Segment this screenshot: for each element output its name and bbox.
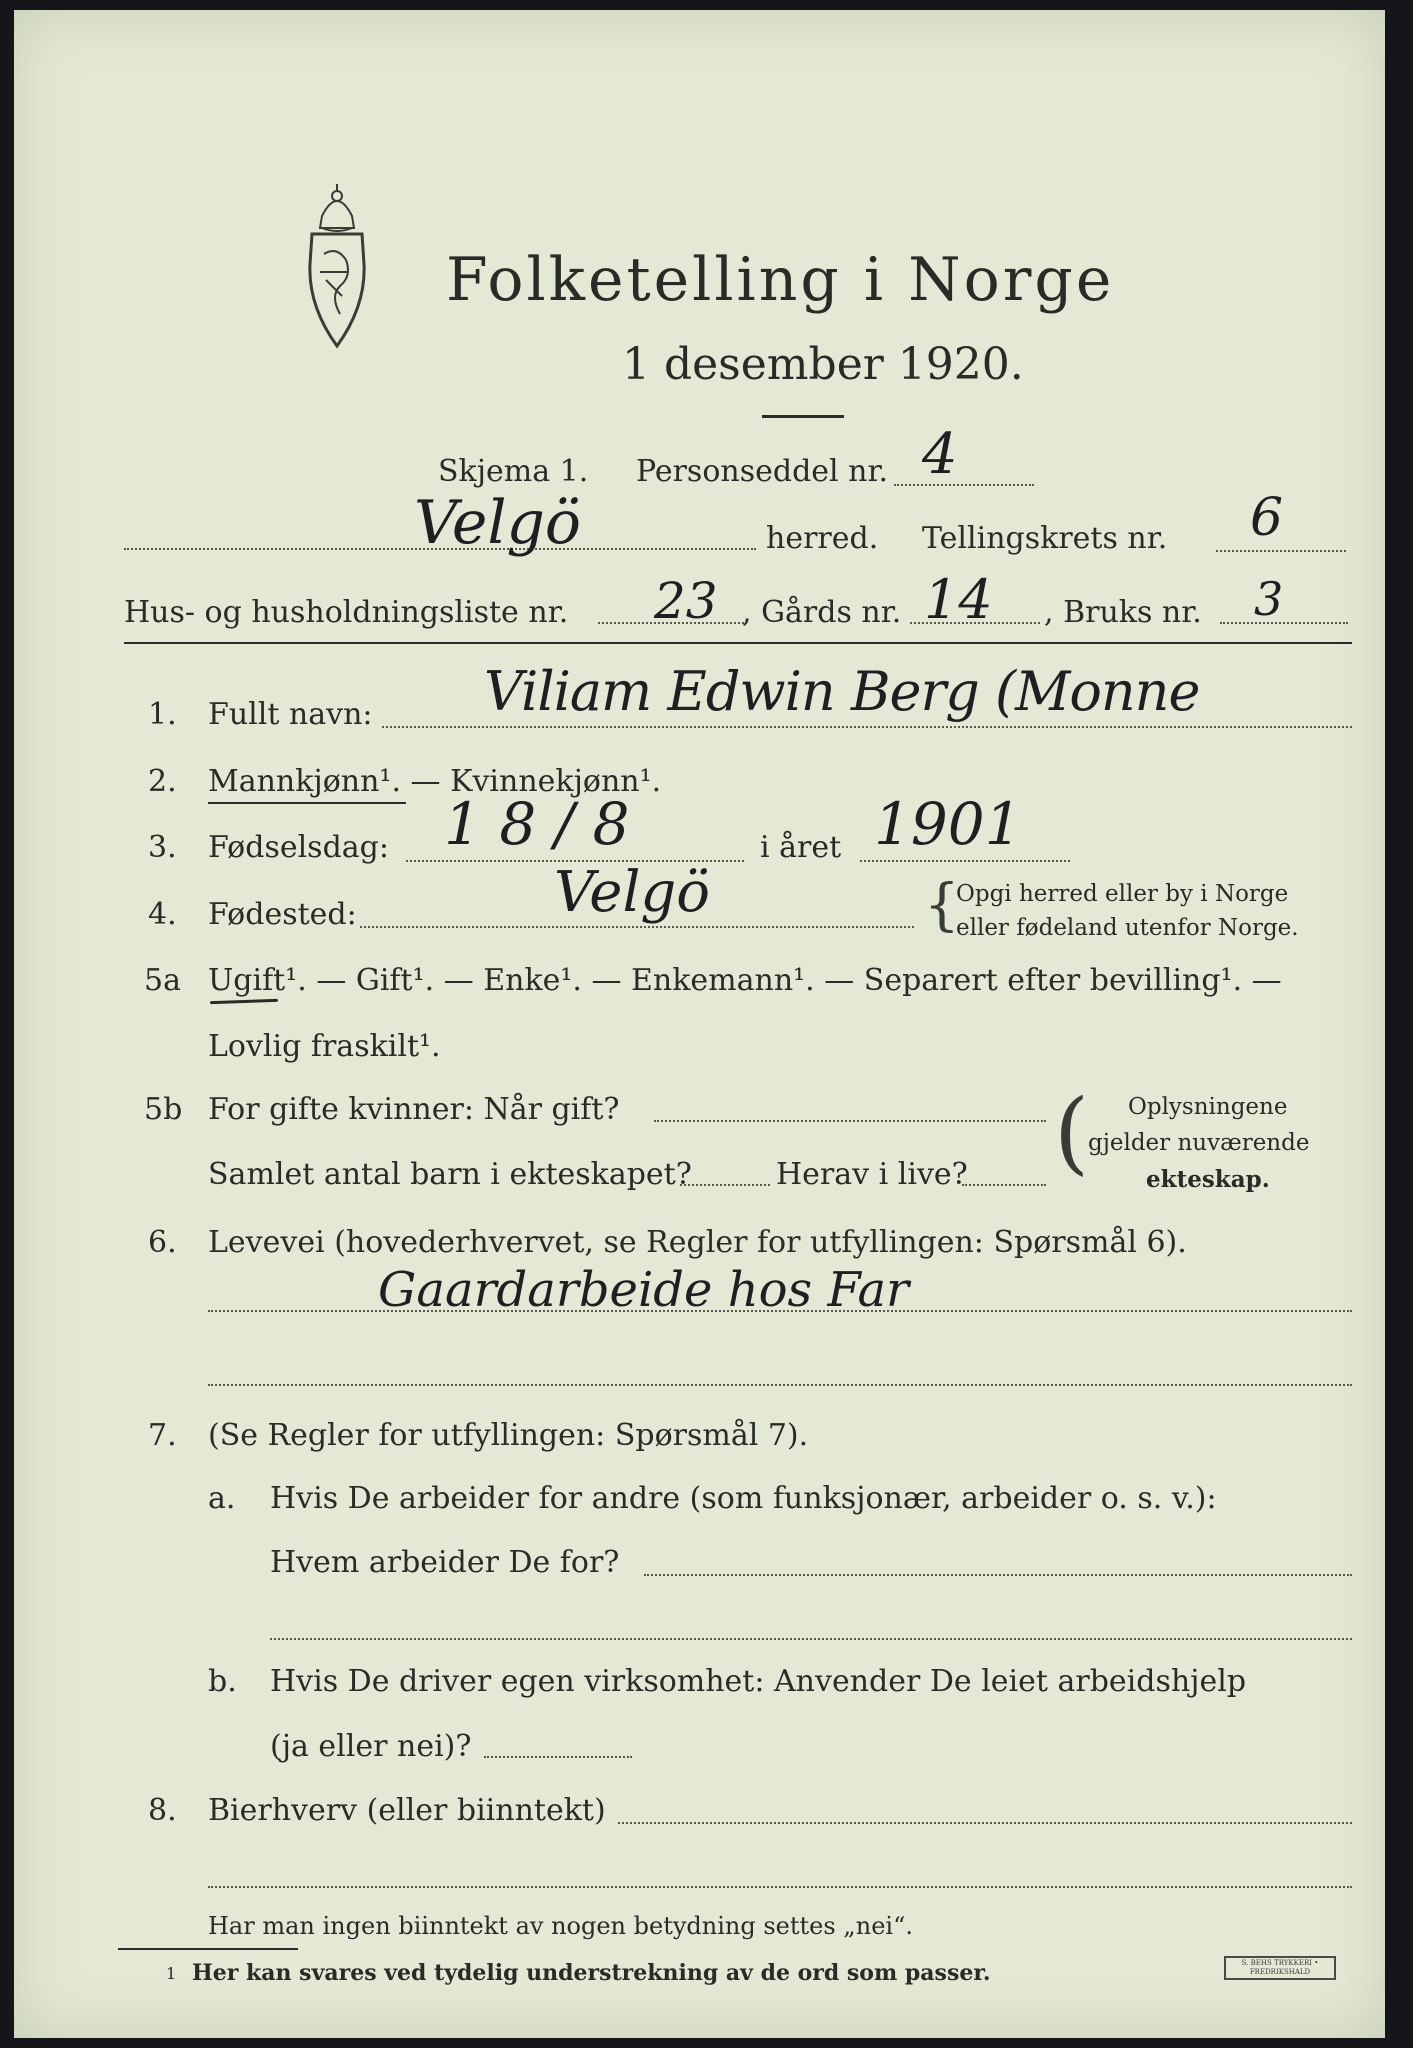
q5a-number: 5a [144,963,181,998]
q7-label: (Se Regler for utfyllingen: Spørsmål 7). [208,1418,809,1453]
q2-label: Mannkjønn¹. — Kvinnekjønn¹. [208,764,662,799]
q4-label: Fødested: [208,897,357,932]
q6-number: 6. [148,1225,177,1260]
birth-year-value: 1901 [874,790,1022,858]
husholdning-value: 23 [654,572,718,630]
census-form-sheet [14,10,1385,2038]
birthplace-value: Velgö [554,860,710,925]
census-date: 1 desember 1920. [622,339,1024,390]
q8-number: 8. [148,1793,177,1828]
q7b-label: Hvis De driver egen virksomhet: Anvender De leiet arbeidshjelp [270,1664,1247,1699]
q5b-label: For gifte kvinner: Når gift? [208,1092,620,1127]
printer-stamp: S. BEHS TRYKKERI • FREDRIKSHALD [1224,1956,1336,1980]
herred-label: herred. [766,521,879,556]
biinntekt-note: Har man ingen biinntekt av nogen betydning settes „nei“. [208,1912,913,1940]
husholdning-label: Hus- og husholdningsliste nr. [124,595,569,630]
q4-note-line2: eller fødeland utenfor Norge. [956,915,1299,941]
header-rule [124,642,1352,644]
norwegian-coat-of-arms-icon [282,176,392,366]
bruks-label: , Bruks nr. [1044,595,1202,630]
q7a-label: Hvis De arbeider for andre (som funksjonær, arbeider o. s. v.): [270,1481,1217,1516]
q5a-label: Ugift¹. — Gift¹. — Enke¹. — Enkemann¹. — Separert efter bevilling¹. — [208,963,1282,998]
title-divider [762,415,844,418]
q5a-label-line2: Lovlig fraskilt¹. [208,1029,441,1064]
q5b-note-line3: ekteskap. [1146,1166,1270,1193]
tellingskrets-label: Tellingskrets nr. [922,521,1168,556]
q1-number: 1. [148,697,177,732]
form-title: Folketelling i Norge [446,245,1115,315]
birthday-value: 1 8 / 8 [444,790,630,858]
full-name-value: Viliam Edwin Berg (Monne [484,660,1200,723]
q6-label: Levevei (hovederhvervet, se Regler for utfyllingen: Spørsmål 6). [208,1225,1187,1260]
personseddel-value: 4 [922,422,958,487]
q5b-brace: ( [1054,1080,1090,1185]
gender-underline [208,802,406,804]
q7b-number: b. [208,1664,237,1699]
q5b-label-line2: Samlet antal barn i ekteskapet? [208,1157,692,1192]
q1-label: Fullt navn: [208,697,373,732]
tellingskrets-value: 6 [1250,488,1284,548]
occupation-value: Gaardarbeide hos Far [378,1262,909,1318]
marital-underline [210,999,278,1004]
q5b-note-line1: Oplysningene [1128,1094,1288,1120]
gards-value: 14 [924,568,993,631]
gards-label: , Gårds nr. [742,595,902,630]
q2-number: 2. [148,764,177,799]
skjema-label: Skjema 1. [438,454,589,489]
footnote-number: 1 [166,1964,177,1983]
bruks-value: 3 [1254,572,1284,626]
q5b-number: 5b [144,1092,183,1127]
q5b-note-line2: gjelder nuværende [1088,1130,1310,1156]
q4-number: 4. [148,897,177,932]
q7b-label-line2: (ja eller nei)? [270,1729,472,1764]
personseddel-label: Personseddel nr. [636,454,889,489]
footnote-text: Her kan svares ved tydelig understrekning av de ord som passer. [192,1960,991,1986]
q3-label: Fødselsdag: [208,830,389,865]
q3-year-label: i året [760,830,842,865]
footnote-rule [118,1948,298,1950]
q7a-number: a. [208,1481,236,1516]
q7a-label-line2: Hvem arbeider De for? [270,1545,620,1580]
q4-brace: { [924,873,960,938]
herred-value: Velgö [414,488,582,558]
q8-label: Bierhverv (eller biinntekt) [208,1793,606,1828]
q7-number: 7. [148,1418,177,1453]
q4-note-line1: Opgi herred eller by i Norge [956,881,1289,907]
q3-number: 3. [148,830,177,865]
q5b-label-line3: Herav i live? [776,1157,968,1192]
